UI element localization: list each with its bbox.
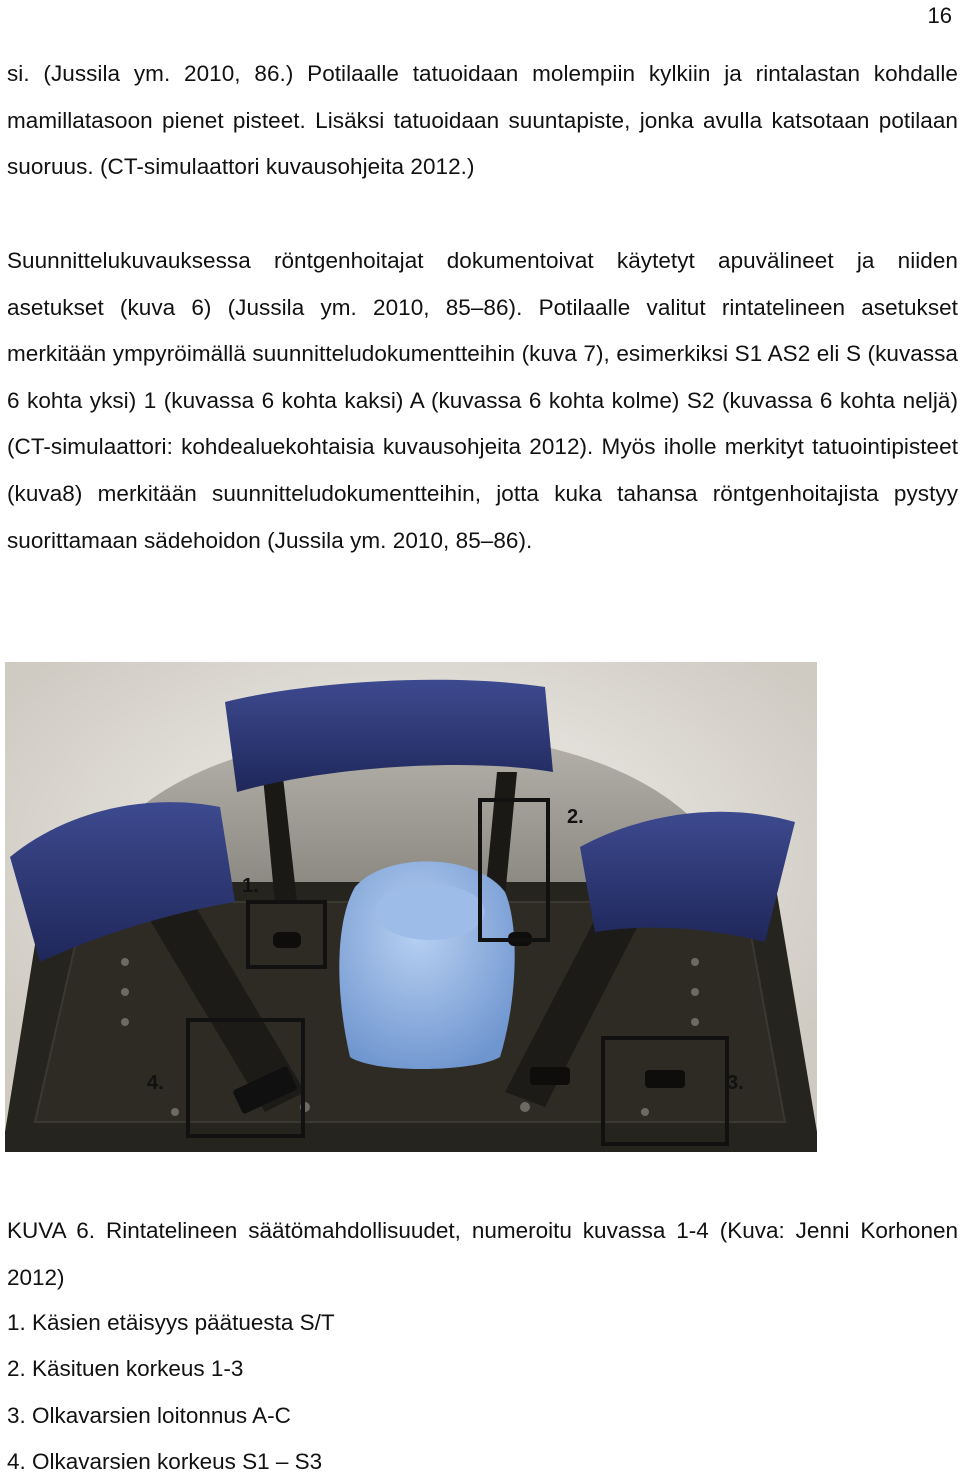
caption-item-1: 1. Käsien etäisyys päätuesta S/T — [7, 1310, 335, 1335]
body-paragraph-1: si. (Jussila ym. 2010, 86.) Potilaalle tatuoidaan molempiin kylkiin ja rintalastan kohdalle mamillatasoon pienet pisteet. Lisäksi tatuoidaan suuntapiste, jonka avulla katsotaan potilaan suoruus. (CT-simulaattori kuvausohjeita 2012.) — [7, 61, 958, 180]
figure-breast-board-photo — [5, 662, 817, 1152]
figure-label-2: 2. — [567, 806, 584, 828]
body-paragraph-2: Suunnittelukuvauksessa röntgenhoitajat dokumentoivat käytetyt apuvälineet ja niiden asetukset (kuva 6) (Jussila ym. 2010, 85–86). Potilaalle valitut rintatelineen asetukset merkitään ympyröimällä suunnitteludokumentteihin (kuva 7), esimerkiksi S1 AS2 eli S (kuvassa 6 kohta yksi) 1 (kuvassa 6 kohta kaksi) A (kuvassa 6 kohta kolme) S2 (kuvassa 6 kohta neljä) (CT-simulaattori: kohdealuekohtaisia kuvausohjeita 2012). Myös iholle merkityt tatuointipisteet (kuva8) merkitään suunnitteludokumentteihin, jotta kuka tahansa röntgenhoitajista pystyy suorittamaan sädehoidon (Jussila ym. 2010, 85–86). — [7, 248, 958, 553]
figure-caption: KUVA 6. Rintatelineen säätömahdollisuudet, numeroitu kuvassa 1-4 (Kuva: Jenni Korhonen 2012) — [7, 1218, 958, 1290]
page-number: 16 — [927, 3, 952, 28]
figure-label-1: 1. — [242, 875, 259, 897]
figure-label-3: 3. — [727, 1072, 744, 1094]
cushion-dip — [375, 884, 485, 940]
adjuster-part-4 — [645, 1070, 685, 1088]
caption-item-2: 2. Käsituen korkeus 1-3 — [7, 1356, 244, 1381]
figure-label-4: 4. — [147, 1072, 164, 1094]
caption-item-4: 4. Olkavarsien korkeus S1 – S3 — [7, 1449, 323, 1474]
breast-board-illustration — [5, 662, 817, 1152]
adjuster-part-1 — [273, 932, 301, 948]
adjuster-part-3 — [530, 1067, 570, 1085]
caption-item-3: 3. Olkavarsien loitonnus A-C — [7, 1403, 291, 1428]
